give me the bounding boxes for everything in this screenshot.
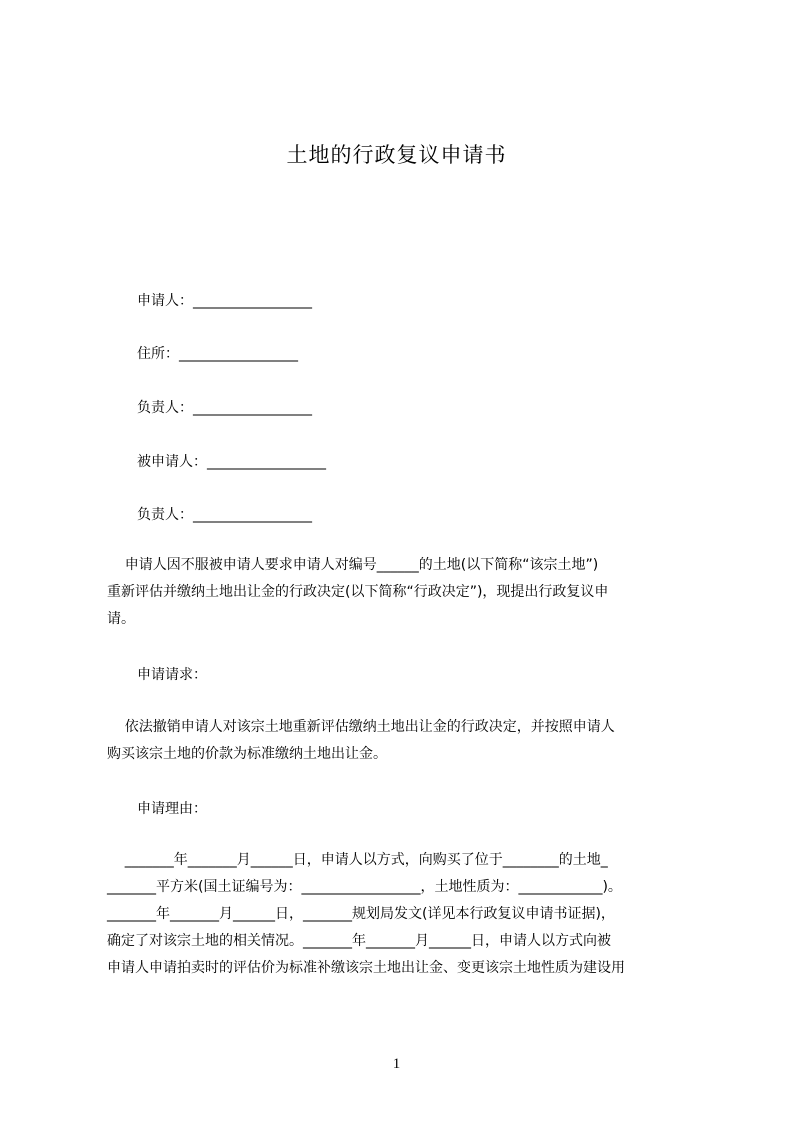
request-line: 购买该宗土地的价款为标准缴纳土地出让金。 (107, 746, 387, 762)
request-line: 依法撤销申请人对该宗土地重新评估缴纳土地出让金的行政决定，并按照申请人 (107, 719, 615, 735)
address-field: 住所：_________________ (137, 346, 298, 362)
reason-line: _______平方米(国土证编号为：_________________，土地性质为：____________)。 (107, 879, 622, 895)
document-title: 土地的行政复议申请书 (286, 143, 507, 167)
respondent-responsible-person-field: 负责人：_________________ (137, 507, 312, 523)
reason-line: 确定了对该宗土地的相关情况。_______年_______月______日，申请人以方式向被 (107, 933, 611, 949)
reason-paragraph (107, 847, 702, 982)
applicant-responsible-person-field: 负责人：_________________ (137, 400, 312, 416)
request-heading: 申请请求： (137, 667, 207, 683)
intro-line: 请。 (107, 611, 135, 627)
request-paragraph (107, 714, 702, 768)
page-number: 1 (392, 1056, 401, 1072)
intro-paragraph (107, 552, 702, 633)
intro-line: 重新评估并缴纳土地出让金的行政决定(以下简称“行政决定”)，现提出行政复议申 (107, 584, 609, 600)
reason-line: _______年_______月______日，申请人以方式，向购买了位于________的土地_ (107, 852, 608, 868)
reason-line: _______年_______月______日，_______规划局发文(详见本行政复议申请书证据)， (107, 906, 615, 922)
applicant-field: 申请人：_________________ (137, 293, 312, 309)
respondent-field: 被申请人：_________________ (137, 454, 326, 470)
intro-line: 申请人因不服被申请人要求申请人对编号______的土地(以下简称“该宗土地”) (107, 557, 599, 573)
reason-line: 申请人申请拍卖时的评估价为标准补缴该宗土地出让金、变更该宗土地性质为建设用 (107, 960, 625, 976)
reason-heading: 申请理由： (137, 801, 207, 817)
